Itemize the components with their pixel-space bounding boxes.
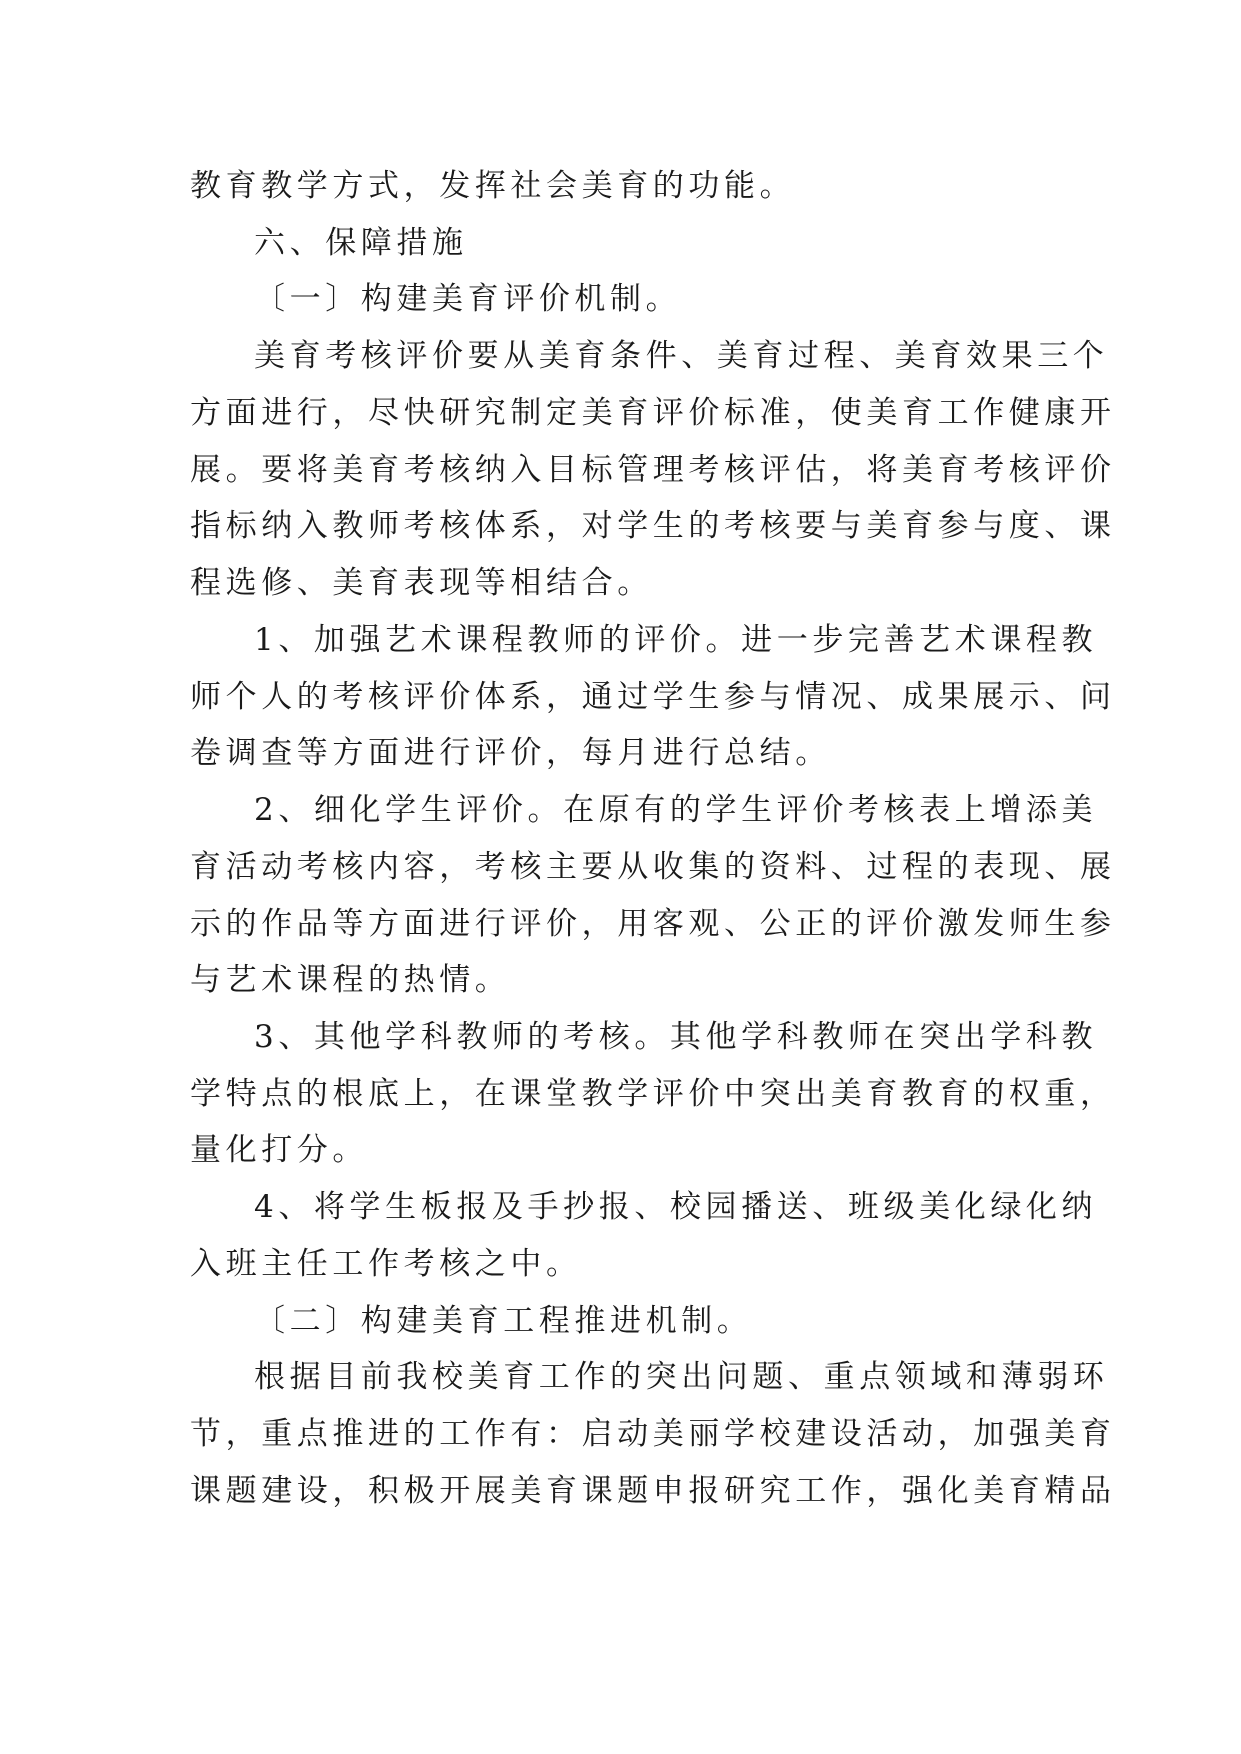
text-line: 示的作品等方面进行评价，用客观、公正的评价激发师生参 — [190, 906, 1116, 942]
text-line: 2、细化学生评价。在原有的学生评价考核表上增添美 — [254, 792, 1098, 828]
text-line: 量化打分。 — [190, 1132, 368, 1168]
text-line: 程选修、美育表现等相结合。 — [190, 565, 653, 601]
text-line: 卷调查等方面进行评价，每月进行总结。 — [190, 735, 831, 771]
text-line: 1、加强艺术课程教师的评价。进一步完善艺术课程教 — [254, 622, 1098, 658]
text-line: 4、将学生板报及手抄报、校园播送、班级美化绿化纳 — [254, 1189, 1098, 1225]
text-line: 根据目前我校美育工作的突出问题、重点领域和薄弱环 — [254, 1359, 1109, 1395]
text-line: 节，重点推进的工作有：启动美丽学校建设活动，加强美育 — [190, 1416, 1116, 1452]
text-line: 与艺术课程的热情。 — [190, 962, 511, 998]
text-line: 入班主任工作考核之中。 — [190, 1246, 582, 1282]
text-line: 展。要将美育考核纳入目标管理考核评估，将美育考核评价 — [190, 452, 1116, 488]
text-line: 师个人的考核评价体系，通过学生参与情况、成果展示、问 — [190, 679, 1116, 715]
text-line: 方面进行，尽快研究制定美育评价标准，使美育工作健康开 — [190, 395, 1116, 431]
text-line: 3、其他学科教师的考核。其他学科教师在突出学科教 — [254, 1019, 1098, 1055]
text-line: 教育教学方式，发挥社会美育的功能。 — [190, 168, 796, 204]
text-line: 课题建设，积极开展美育课题申报研究工作，强化美育精品 — [190, 1473, 1116, 1509]
text-line: 美育考核评价要从美育条件、美育过程、美育效果三个 — [254, 338, 1109, 374]
subsection-heading: 〔二〕构建美育工程推进机制。 — [254, 1303, 753, 1339]
text-line: 学特点的根底上，在课堂教学评价中突出美育教育的权重， — [190, 1076, 1116, 1112]
text-line: 指标纳入教师考核体系，对学生的考核要与美育参与度、课 — [190, 508, 1116, 544]
text-line: 育活动考核内容，考核主要从收集的资料、过程的表现、展 — [190, 849, 1116, 885]
subsection-heading: 〔一〕构建美育评价机制。 — [254, 281, 682, 317]
section-heading: 六、保障措施 — [254, 225, 468, 261]
